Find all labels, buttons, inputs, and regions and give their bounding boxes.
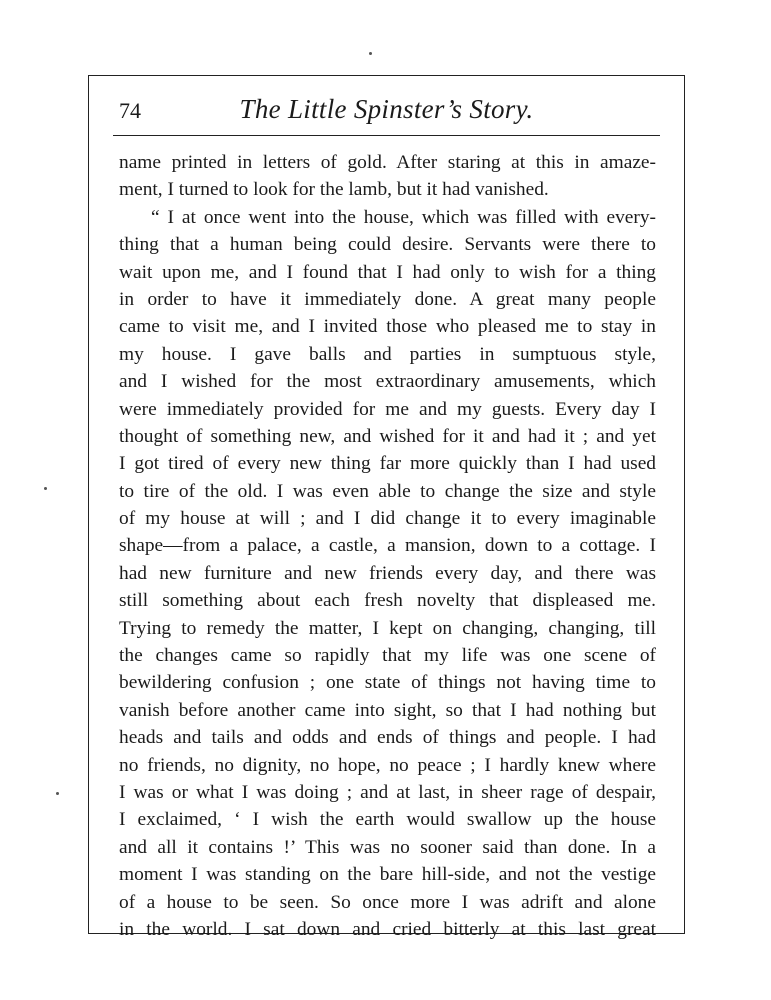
text-line: in the world. I sat down and cried bitterly at this last great — [119, 918, 656, 940]
running-head — [119, 94, 654, 134]
text-line: of my house at will ; and I did change it to every imaginable — [119, 508, 656, 530]
text-line: ment, I turned to look for the lamb, but it had vanished. — [119, 179, 549, 201]
text-line: came to visit me, and I invited those who pleased me to stay in — [119, 316, 656, 338]
running-title: The Little Spinster’s Story. — [239, 94, 534, 124]
page-frame — [88, 75, 685, 940]
text-line: and I wished for the most extraordinary amusements, which — [119, 371, 656, 393]
text-line: “ I at once went into the house, which was filled with every- — [151, 206, 656, 228]
print-speck — [369, 52, 372, 55]
text-line: I got tired of every new thing far more quickly than I had used — [119, 453, 656, 475]
print-speck — [44, 487, 47, 490]
text-line: bewildering confusion ; one state of things not having time to — [119, 672, 656, 694]
text-line: wait upon me, and I found that I had only to wish for a thing — [119, 261, 656, 283]
text-line: name printed in letters of gold. After staring at this in amaze- — [119, 152, 656, 173]
header-rule — [113, 135, 660, 136]
text-line: had new furniture and new friends every day, and there was — [119, 562, 656, 584]
text-line: no friends, no dignity, no hope, no peace ; I hardly knew where — [119, 754, 656, 776]
text-line: vanish before another came into sight, so that I had nothing but — [119, 699, 656, 721]
text-line: of a house to be seen. So once more I was adrift and alone — [119, 891, 656, 913]
text-line: to tire of the old. I was even able to change the size and style — [119, 480, 656, 502]
text-line: Trying to remedy the matter, I kept on changing, changing, till — [119, 617, 656, 639]
text-line: I was or what I was doing ; and at last, in sheer rage of despair, — [119, 781, 656, 803]
text-line: the changes came so rapidly that my life was one scene of — [119, 645, 656, 667]
text-line: shape—from a palace, a castle, a mansion, down to a cottage. I — [119, 535, 656, 557]
text-line: heads and tails and odds and ends of things and people. I had — [119, 727, 656, 749]
text-line: thought of something new, and wished for it and had it ; and yet — [119, 425, 656, 447]
print-speck — [56, 792, 59, 795]
text-line: I exclaimed, ‘ I wish the earth would swallow up the house — [119, 809, 656, 831]
page-number: 74 — [119, 98, 141, 123]
text-line: moment I was standing on the bare hill-side, and not the vestige — [119, 864, 656, 886]
text-line: thing that a human being could desire. Servants were there to — [119, 234, 656, 256]
body-text — [119, 149, 656, 943]
text-line: still something about each fresh novelty that displeased me. — [119, 590, 656, 612]
text-line: my house. I gave balls and parties in sumptuous style, — [119, 343, 656, 365]
text-line: and all it contains !’ This was no sooner said than done. In a — [119, 836, 656, 858]
text-line: were immediately provided for me and my guests. Every day I — [119, 398, 656, 420]
text-line: in order to have it immediately done. A great many people — [119, 288, 656, 310]
